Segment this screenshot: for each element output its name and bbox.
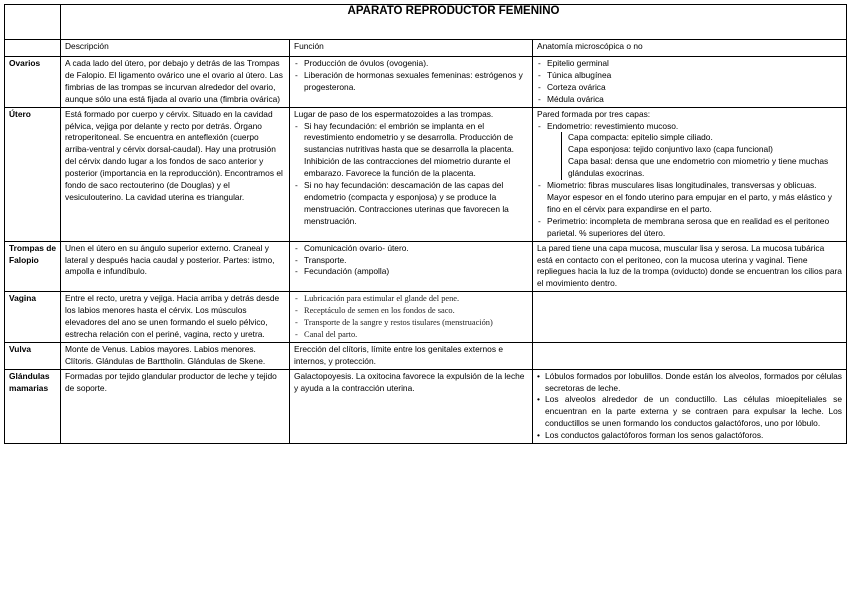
list-item: • Los conductos galactóforos forman los senos galactóforos. xyxy=(537,430,842,442)
glandulas-anatomia xyxy=(533,369,847,443)
row-vagina xyxy=(5,292,847,343)
vagina-funcion xyxy=(290,292,533,343)
list-item: - Túnica albugínea xyxy=(537,70,842,82)
list-item: - Lubricación para estimular el glande del pene. xyxy=(294,293,528,305)
list-item: - Receptáculo de semen en los fondos de saco. xyxy=(294,305,528,317)
vulva-funcion: Erección del clítoris, límite entre los genitales externos e internos, y protección. xyxy=(290,342,533,369)
trompas-anatomia: La pared tiene una capa mucosa, muscular lisa y serosa. La mucosa tubárica está en contacto con el peritoneo, con la mucosa uterina y vaginal. Tiene repliegues hacia la luz de la trompa (oviducto) donde se encuentran los cilios para el movimiento dentro. xyxy=(533,241,847,292)
row-label-vagina: Vagina xyxy=(5,292,61,343)
list-item: - Corteza ovárica xyxy=(537,82,842,94)
utero-funcion xyxy=(290,107,533,241)
corner-cell xyxy=(5,5,61,40)
trompas-descripcion: Unen el útero en su ángulo superior externo. Craneal y lateral y después hacia caudal y posterior. Partes: istmo, ampolla e infundíbulo. xyxy=(61,241,290,292)
title-row xyxy=(5,5,847,40)
trompas-funcion xyxy=(290,241,533,292)
ovarios-funcion xyxy=(290,57,533,108)
list-item: - Comunicación ovario- útero. xyxy=(294,243,528,255)
utero-funcion-intro: Lugar de paso de los espermatozoides a las trompas. xyxy=(294,108,494,119)
list-item: - Fecundación (ampolla) xyxy=(294,266,528,278)
list-item: - Producción de óvulos (ovogenia). xyxy=(294,58,528,70)
capa-item: Capa esponjosa: tejido conjuntivo laxo (capa funcional) xyxy=(568,144,773,155)
list-item: - Miometrio: fibras musculares lisas longitudinales, transversas y oblicuas. Mayor espesor en el fondo uterino para empujar en el parto, y más elástico y fino en el cérvix para expandirse en el parto. xyxy=(537,180,842,216)
glandulas-descripcion: Formadas por tejido glandular productor de leche y tejido de soporte. xyxy=(61,369,290,443)
list-item: - Si hay fecundación: el embrión se implanta en el revestimiento endometrio y se desarrolla. Producción de sustancias nutritivas hasta que se desarrolla la placenta. Inhibición de las contracciones del miometrio durante el embarazo. Favorece la función de la placenta. xyxy=(294,121,528,181)
header-row xyxy=(5,40,847,57)
capa-item: Capa compacta: epitelio simple ciliado. xyxy=(568,132,713,143)
vagina-anatomia xyxy=(533,292,847,343)
list-item: - Perimetrio: incompleta de membrana serosa que en realidad es el peritoneo parietal. % superiores del útero. xyxy=(537,216,842,240)
row-ovarios xyxy=(5,57,847,108)
glandulas-funcion: Galactopoyesis. La oxitocina favorece la expulsión de la leche y ayuda a la contracción uterina. xyxy=(290,369,533,443)
list-item: - Médula ovárica xyxy=(537,94,842,106)
ovarios-descripcion: A cada lado del útero, por debajo y detrás de las Trompas de Falopio. El ligamento ovárico une el ovario al útero. Las fimbrias de las trompas se incurvan alrededor del ovario, aunque sólo una está fijada al ovario una (fimbria ovárica) xyxy=(61,57,290,108)
row-vulva xyxy=(5,342,847,369)
row-label-trompas: Trompas de Falopio xyxy=(5,241,61,292)
row-label-vulva: Vulva xyxy=(5,342,61,369)
vagina-descripcion: Entre el recto, uretra y vejiga. Hacia arriba y detrás desde los labios menores hasta el cérvix. Los músculos elevadores del ano se unen formando el suelo pélvico, estrecha relación con el periné, vagina, recto y uretra. xyxy=(61,292,290,343)
endometrio-label: Endometrio: revestimiento mucoso. xyxy=(547,120,679,131)
row-label-utero: Útero xyxy=(5,107,61,241)
list-item: - Liberación de hormonas sexuales femeninas: estrógenos y progesterona. xyxy=(294,70,528,94)
utero-descripcion: Está formado por cuerpo y cérvix. Situado en la cavidad pélvica, vejiga por delante y recto por detrás. Órgano retroperitoneal. Se encuentra en anteflexión (cuerpo arriba-ventral y cérvix dorsal-caudal). Hay una protrusión del cérvix dando lugar a los fondos de saco anterior y posterior (importancia en la reproducción). Encontramos el fondo de saco rectouterino (de Douglas) y el vesiculouterino. La cavidad uterina es triangular. xyxy=(61,107,290,241)
row-label-glandulas: Glándulas mamarias xyxy=(5,369,61,443)
endometrio-capas xyxy=(561,132,842,180)
list-item: - Epitelio germinal xyxy=(537,58,842,70)
row-label-ovarios: Ovarios xyxy=(5,57,61,108)
row-utero xyxy=(5,107,847,241)
list-item xyxy=(537,121,842,181)
header-descripcion: Descripción xyxy=(61,40,290,57)
header-anatomia: Anatomía microscópica o no xyxy=(533,40,847,57)
list-item: - Transporte de la sangre y restos tisulares (menstruación) xyxy=(294,317,528,329)
anatomy-table xyxy=(4,4,847,444)
ovarios-anatomia xyxy=(533,57,847,108)
vulva-anatomia xyxy=(533,342,847,369)
list-item: • Los alveolos alrededor de un conductillo. Las células mioepiteliales se encuentran en la parte externa y se contraen para expulsar la leche. Los conductillos se unen formando los conductos galactóforos, uno por lóbulo. xyxy=(537,394,842,430)
row-glandulas xyxy=(5,369,847,443)
page-title: APARATO REPRODUCTOR FEMENINO xyxy=(61,5,847,40)
capa-item: Capa basal: densa que une endometrio con miometrio y tiene muchas glándulas exocrinas. xyxy=(568,156,829,179)
list-item: - Canal del parto. xyxy=(294,329,528,341)
utero-anatomia-intro: Pared formada por tres capas: xyxy=(537,108,651,119)
list-item: - Si no hay fecundación: descamación de las capas del endometrio (compacta y esponjosa) y se produce la menstruación. Contracciones uterinas que favorecen la menstruación. xyxy=(294,180,528,228)
row-trompas xyxy=(5,241,847,292)
header-empty-cell xyxy=(5,40,61,57)
list-item: • Lóbulos formados por lobulillos. Donde están los alveolos, formados por células secretoras de leche. xyxy=(537,371,842,395)
utero-anatomia xyxy=(533,107,847,241)
vulva-descripcion: Monte de Venus. Labios mayores. Labios menores. Clítoris. Glándulas de Barttholin. Glándulas de Skene. xyxy=(61,342,290,369)
list-item: - Transporte. xyxy=(294,255,528,267)
header-funcion: Función xyxy=(290,40,533,57)
